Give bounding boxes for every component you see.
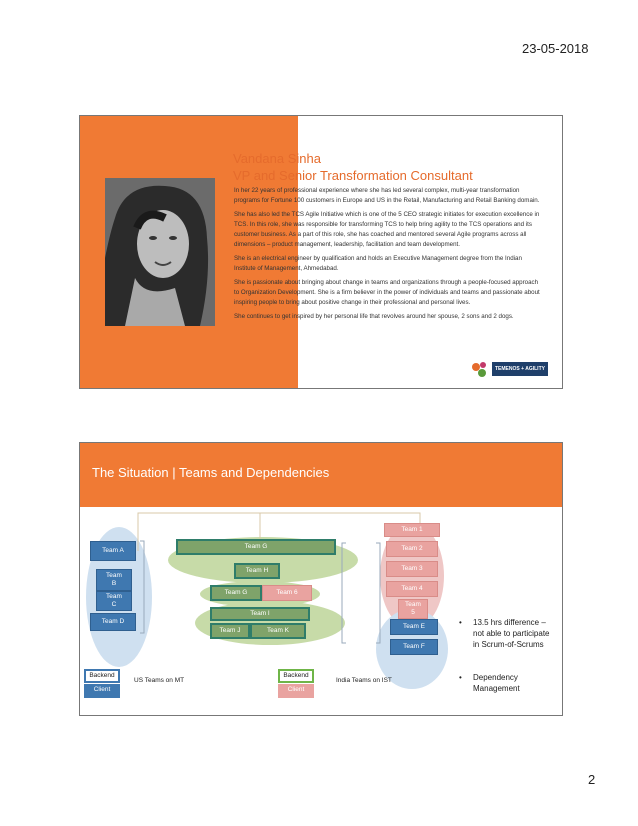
bullet-dependency [459, 672, 555, 694]
team-b: Team B [96, 569, 132, 591]
team-1: Team 1 [384, 523, 440, 537]
logo-mark-icon [470, 359, 492, 379]
bullet-time-difference [459, 617, 555, 650]
team-i: Team I [210, 607, 310, 621]
bio-paragraph: In her 22 years of professional experience where she has led several complex, multi-year transformation programs for Fortune 100 customers in Europe and US in the Retail, Manufacturing and Retail Banking domain. [234, 187, 540, 204]
speaker-photo [105, 178, 215, 326]
team-g-top: Team G [176, 539, 336, 555]
temenos-agility-logo [470, 359, 550, 379]
team-k: Team K [250, 623, 306, 639]
team-d: Team D [90, 613, 136, 631]
legend-right-backend: Backend [278, 669, 314, 683]
page-number: 2 [588, 772, 596, 787]
team-4: Team 4 [386, 581, 438, 597]
bio-paragraph: She has also led the TCS Agile Initiative which is one of the 5 CEO strategic initiates for execution excellence in TCS. In this role, she was responsible for transforming TCS to help bring agility to the TCS operations and its customer business. As a part of this role, she has coached and mentored several Agile programs across all dimensions – product management, leadership, facilitation and team development. [234, 211, 540, 248]
team-2: Team 2 [386, 541, 438, 557]
bullet-dot: • [459, 673, 462, 682]
team-c: Team C [96, 591, 132, 611]
speaker-bio [234, 186, 544, 326]
legend-left-caption: US Teams on MT [134, 677, 185, 684]
bio-paragraph: She is an electrical engineer by qualification and holds an Executive Management degree from the Indian Institute of Management, Ahmedabad. [234, 255, 522, 272]
bullet-dot: • [459, 618, 462, 627]
team-j: Team J [210, 623, 250, 639]
team-a: Team A [90, 541, 136, 561]
legend-right-caption: India Teams on IST [336, 677, 392, 684]
team-g-mid: Team G [210, 585, 262, 601]
speaker-role: VP and Senior Transformation Consultant [233, 168, 473, 183]
document-date: 23-05-2018 [522, 41, 589, 56]
bio-paragraph: She is passionate about bringing about change in teams and organizations through a people-focused approach to Organization Development. She is a firm believer in the power of individuals and teams and passionate about inspiring people to bring about positive change in their professional and personal lives. [234, 279, 540, 306]
slide-title: The Situation | Teams and Dependencies [92, 465, 330, 480]
bio-paragraph: She continues to get inspired by her personal life that revolves around her spouse, 2 sons and 2 dogs. [234, 313, 514, 320]
slide-speaker-profile [79, 115, 563, 389]
team-5: Team 5 [398, 599, 428, 619]
slide-situation [79, 442, 563, 716]
team-h: Team H [234, 563, 280, 579]
team-f: Team F [390, 639, 438, 655]
team-6: Team 6 [262, 585, 312, 601]
logo-text: TEMENOS + AGILITY [492, 362, 548, 376]
team-3: Team 3 [386, 561, 438, 577]
team-e: Team E [390, 619, 438, 635]
bullet-text: 13.5 hrs difference – not able to participate in Scrum-of-Scrums [473, 618, 550, 649]
legend-right-client: Client [278, 684, 314, 698]
legend-left-backend: Backend [84, 669, 120, 683]
legend-left-client: Client [84, 684, 120, 698]
speaker-name: Vandana Sinha [233, 151, 321, 166]
bullet-text: Dependency Management [473, 673, 520, 693]
